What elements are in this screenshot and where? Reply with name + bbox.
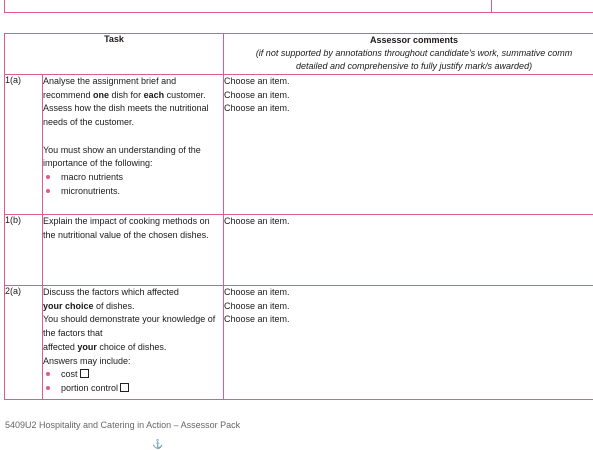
page-footer: 5409U2 Hospitality and Catering in Action – Assessor Pack — [5, 420, 240, 430]
task-header: Task — [5, 34, 224, 75]
table-row — [5, 75, 593, 215]
task-description: Explain the impact of cooking methods on the nutritional value of the chosen dishes. — [43, 215, 224, 286]
bullet-icon — [46, 189, 50, 193]
choose-item-dropdown[interactable]: Choose an item. — [224, 89, 593, 103]
assessor-comment-cell — [224, 215, 593, 286]
choose-item-dropdown[interactable]: Choose an item. — [224, 300, 593, 314]
checkbox-icon[interactable] — [80, 369, 89, 378]
assessor-comments-header — [224, 34, 593, 75]
checkbox-icon[interactable] — [120, 383, 129, 392]
table-row — [5, 286, 593, 400]
bullet-icon — [46, 372, 50, 376]
list-item: portion control — [43, 382, 223, 396]
assessment-table — [4, 33, 593, 400]
assessor-comments-title: Assessor comments — [224, 34, 593, 47]
task-description: Discuss the factors which affected your choice of dishes. You should demonstrate your knowledge of the factors that affected your choice of dishes. Answers may include: cost portion control — [43, 286, 224, 400]
task-description: Analyse the assignment brief and recommend one dish for each customer. Assess how the dish meets the nutritional needs of the customer. You must show an understanding of the importance of the following: macro nutrients micronutrients. — [43, 75, 224, 215]
assessor-comment-cell — [224, 286, 593, 400]
choose-item-dropdown[interactable]: Choose an item. — [224, 313, 593, 327]
bullet-icon — [46, 386, 50, 390]
bullet-list — [43, 368, 223, 395]
assessor-comments-note-1: (if not supported by annotations throughout candidate's work, summative comm — [224, 47, 593, 60]
bullet-icon — [46, 175, 50, 179]
task-number: 1(a) — [5, 75, 43, 215]
table-header-row — [5, 34, 593, 75]
bullet-list — [43, 171, 223, 198]
choose-item-dropdown[interactable]: Choose an item. — [224, 215, 593, 229]
choose-item-dropdown[interactable]: Choose an item. — [224, 75, 593, 89]
list-item: macro nutrients — [43, 171, 223, 185]
anchor-icon: ⚓ — [152, 439, 163, 450]
assessor-comments-note-2: detailed and comprehensive to fully justify mark/s awarded) — [224, 60, 593, 73]
list-item: cost — [43, 368, 223, 382]
choose-item-dropdown[interactable]: Choose an item. — [224, 286, 593, 300]
previous-table-edge — [4, 0, 593, 13]
choose-item-dropdown[interactable]: Choose an item. — [224, 102, 593, 116]
table-row — [5, 215, 593, 286]
task-number: 2(a) — [5, 286, 43, 400]
task-number: 1(b) — [5, 215, 43, 286]
list-item: micronutrients. — [43, 185, 223, 199]
assessor-comment-cell — [224, 75, 593, 215]
